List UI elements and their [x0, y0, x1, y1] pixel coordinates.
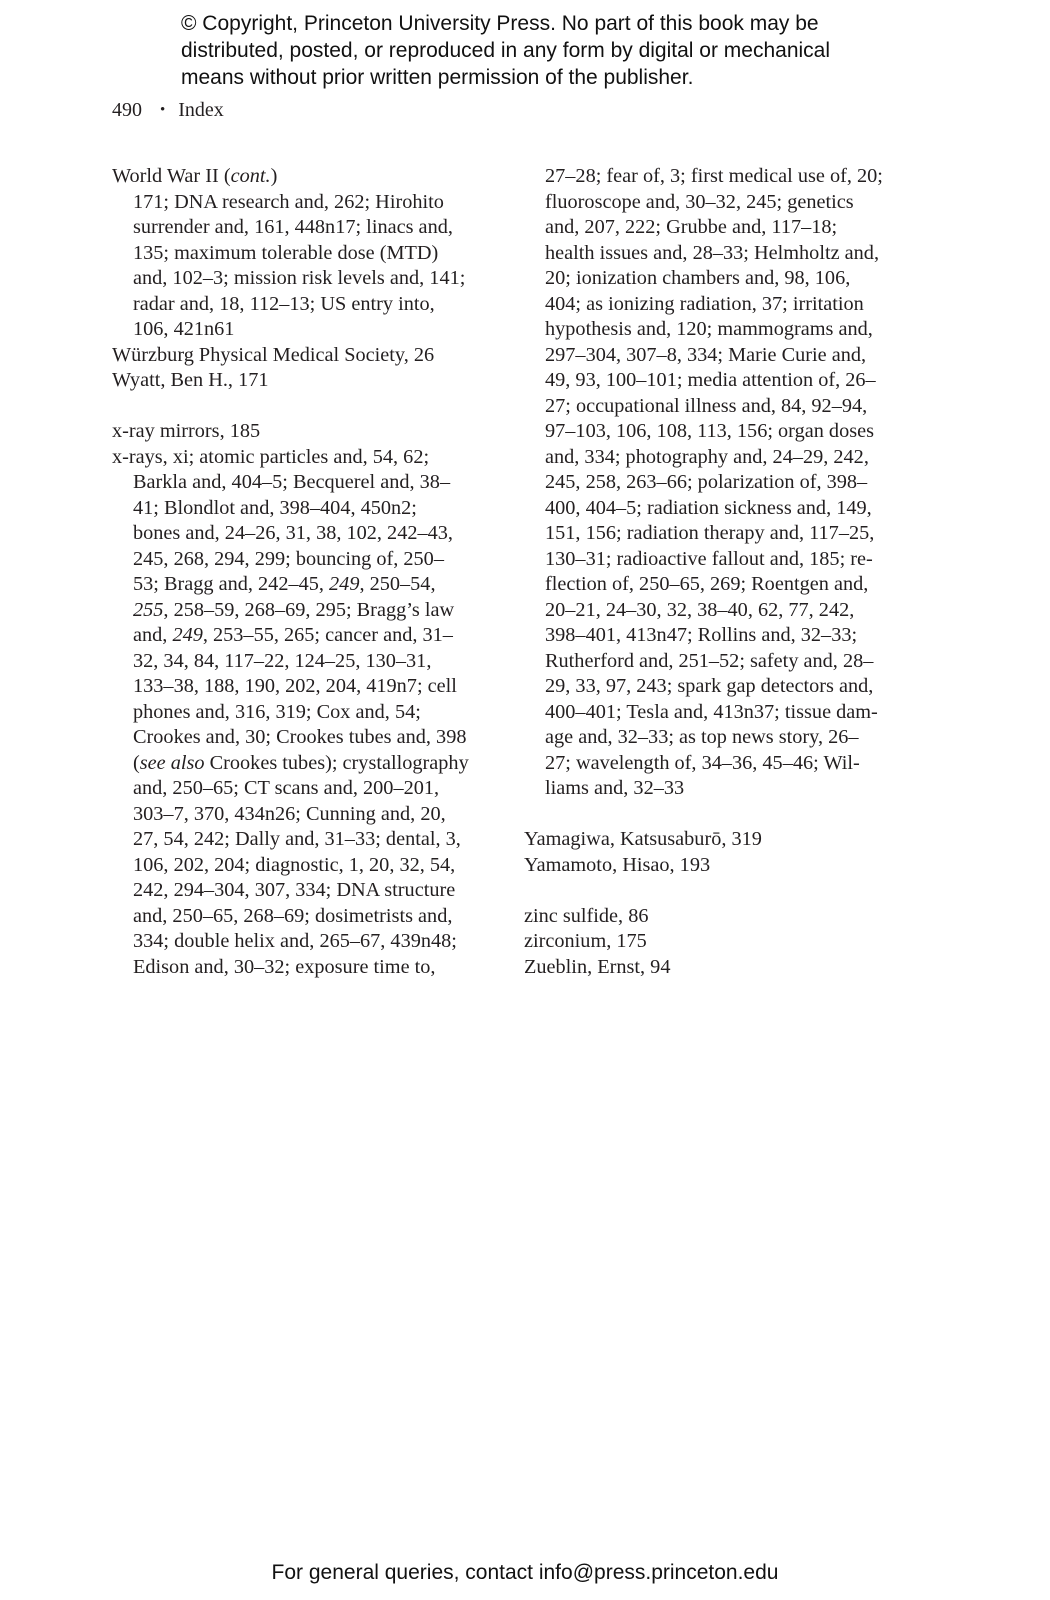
index-subentry-line: 29, 33, 97, 243; spark gap detectors and,	[545, 675, 874, 697]
index-subentry-line: 245, 268, 294, 299; bouncing of, 250–	[133, 547, 444, 570]
index-subentry-line: 106, 421n61	[133, 318, 235, 340]
index-subentry-line: radar and, 18, 112–13; US entry into,	[133, 292, 435, 315]
index-subentry-line: 303–7, 370, 434n26; Cunning and, 20,	[133, 802, 446, 825]
index-subentry-line: 255, 258–59, 268–69, 295; Bragg’s law	[133, 598, 455, 621]
section-title: Index	[178, 99, 224, 121]
index-subentry-line: 135; maximum tolerable dose (MTD)	[133, 241, 439, 264]
index-subentry-line: 171; DNA research and, 262; Hirohito	[133, 190, 444, 213]
letter-group-gap	[524, 878, 924, 904]
index-subentry-line: Rutherford and, 251–52; safety and, 28–	[545, 649, 874, 672]
index-subentry-line: hypothesis and, 120; mammograms and,	[545, 318, 873, 340]
index-subentry-line: Crookes and, 30; Crookes tubes and, 398	[133, 726, 467, 748]
index-subentry-line: and, 250–65; CT scans and, 200–201,	[133, 777, 440, 799]
index-entry-zueblin: Zueblin, Ernst, 94	[524, 955, 671, 978]
copyright-notice	[181, 10, 961, 91]
index-subentry-line: and, 207, 222; Grubbe and, 117–18;	[545, 216, 838, 238]
index-subentry-line: 404; as ionizing radiation, 37; irritation	[545, 292, 864, 315]
index-subentry-line: bones and, 24–26, 31, 38, 102, 242–43,	[133, 522, 453, 544]
copyright-line: © Copyright, Princeton University Press. No part of this book may be	[181, 12, 819, 35]
index-subentry-line: health issues and, 28–33; Helmholtz and,	[545, 241, 880, 264]
index-subentry-line: and, 249, 253–55, 265; cancer and, 31–	[133, 624, 453, 646]
index-subentry-line: 242, 294–304, 307, 334; DNA structure	[133, 879, 456, 901]
index-subentry-line: 53; Bragg and, 242–45, 249, 250–54,	[133, 573, 436, 595]
index-subentry-line: 32, 34, 84, 117–22, 124–25, 130–31,	[133, 649, 432, 672]
index-subentry-line: 20–21, 24–30, 32, 38–40, 62, 77, 242,	[545, 598, 855, 621]
index-entry-yamamoto: Yamamoto, Hisao, 193	[524, 853, 711, 876]
index-subentry-line: and, 334; photography and, 24–29, 242,	[545, 445, 869, 468]
index-subentry-line: 27; wavelength of, 34–36, 45–46; Wil-	[545, 751, 860, 774]
index-entry-x-rays: x-rays, xi; atomic particles and, 54, 62;	[112, 445, 430, 468]
index-subentry-line: Barkla and, 404–5; Becquerel and, 38–	[133, 471, 451, 493]
index-entry-x-ray-mirrors: x-ray mirrors, 185	[112, 420, 261, 442]
index-subentry-line: phones and, 316, 319; Cox and, 54;	[133, 700, 421, 723]
index-subentry-line: (see also Crookes tubes); crystallography	[133, 751, 469, 774]
index-subentry-line: 297–304, 307–8, 334; Marie Curie and,	[545, 343, 867, 366]
index-entry-yamagiwa: Yamagiwa, Katsusaburō, 319	[524, 828, 762, 850]
index-column-left	[112, 164, 512, 980]
bullet-separator: •	[160, 102, 166, 118]
index-subentry-line: 398–401, 413n47; Rollins and, 32–33;	[545, 624, 858, 646]
index-subentry-line: 133–38, 188, 190, 202, 204, 419n7; cell	[133, 675, 457, 697]
index-subentry-line: 49, 93, 100–101; media attention of, 26–	[545, 369, 876, 391]
index-subentry-line: flection of, 250–65, 269; Roentgen and,	[545, 573, 869, 595]
index-subentry-line: liams and, 32–33	[545, 777, 685, 799]
index-subentry-line: surrender and, 161, 448n17; linacs and,	[133, 216, 453, 238]
index-subentry-line: 151, 156; radiation therapy and, 117–25,	[545, 522, 875, 544]
index-subentry-line: and, 250–65, 268–69; dosimetrists and,	[133, 904, 453, 927]
index-subentry-line: 27; occupational illness and, 84, 92–94,	[545, 394, 868, 417]
running-head	[112, 97, 224, 125]
index-subentry-line: 27, 54, 242; Dally and, 31–33; dental, 3,	[133, 828, 461, 850]
index-subentry-line: 400, 404–5; radiation sickness and, 149,	[545, 496, 872, 519]
copyright-line: distributed, posted, or reproduced in any form by digital or mechanical	[181, 39, 831, 62]
page-number: 490	[112, 99, 142, 121]
index-entry-wurzburg: Würzburg Physical Medical Society, 26	[112, 343, 435, 366]
index-subentry-line: 130–31; radioactive fallout and, 185; re-	[545, 547, 873, 570]
index-subentry-line: 334; double helix and, 265–67, 439n48;	[133, 930, 457, 952]
index-subentry-line: and, 102–3; mission risk levels and, 141;	[133, 267, 466, 289]
index-subentry-line: 97–103, 106, 108, 113, 156; organ doses	[545, 420, 874, 442]
letter-group-gap	[112, 394, 512, 420]
index-subentry-line: Edison and, 30–32; exposure time to,	[133, 955, 436, 978]
index-entry-zirconium: zirconium, 175	[524, 930, 647, 952]
letter-group-gap	[524, 802, 924, 828]
index-subentry-line: 106, 202, 204; diagnostic, 1, 20, 32, 54,	[133, 853, 456, 876]
index-entry-wyatt: Wyatt, Ben H., 171	[112, 369, 269, 391]
index-column-right	[524, 164, 924, 980]
index-subentry-line: 27–28; fear of, 3; first medical use of, 20;	[545, 165, 883, 187]
index-subentry-line: 41; Blondlot and, 398–404, 450n2;	[133, 496, 417, 519]
index-subentry-line: fluoroscope and, 30–32, 245; genetics	[545, 190, 854, 213]
index-entry-zinc-sulfide: zinc sulfide, 86	[524, 904, 649, 927]
index-subentry-line: 20; ionization chambers and, 98, 106,	[545, 267, 851, 289]
index-subentry-line: age and, 32–33; as top news story, 26–	[545, 726, 859, 748]
index-subentry-line: 245, 258, 263–66; polarization of, 398–	[545, 471, 868, 493]
contact-footer: For general queries, contact info@press.princeton.edu	[271, 1561, 779, 1584]
index-subentry-line: 400–401; Tesla and, 413n37; tissue dam-	[545, 700, 878, 723]
index-entry-world-war-ii: World War II (cont.)	[112, 165, 278, 187]
copyright-line: means without prior written permission of the publisher.	[181, 66, 694, 89]
